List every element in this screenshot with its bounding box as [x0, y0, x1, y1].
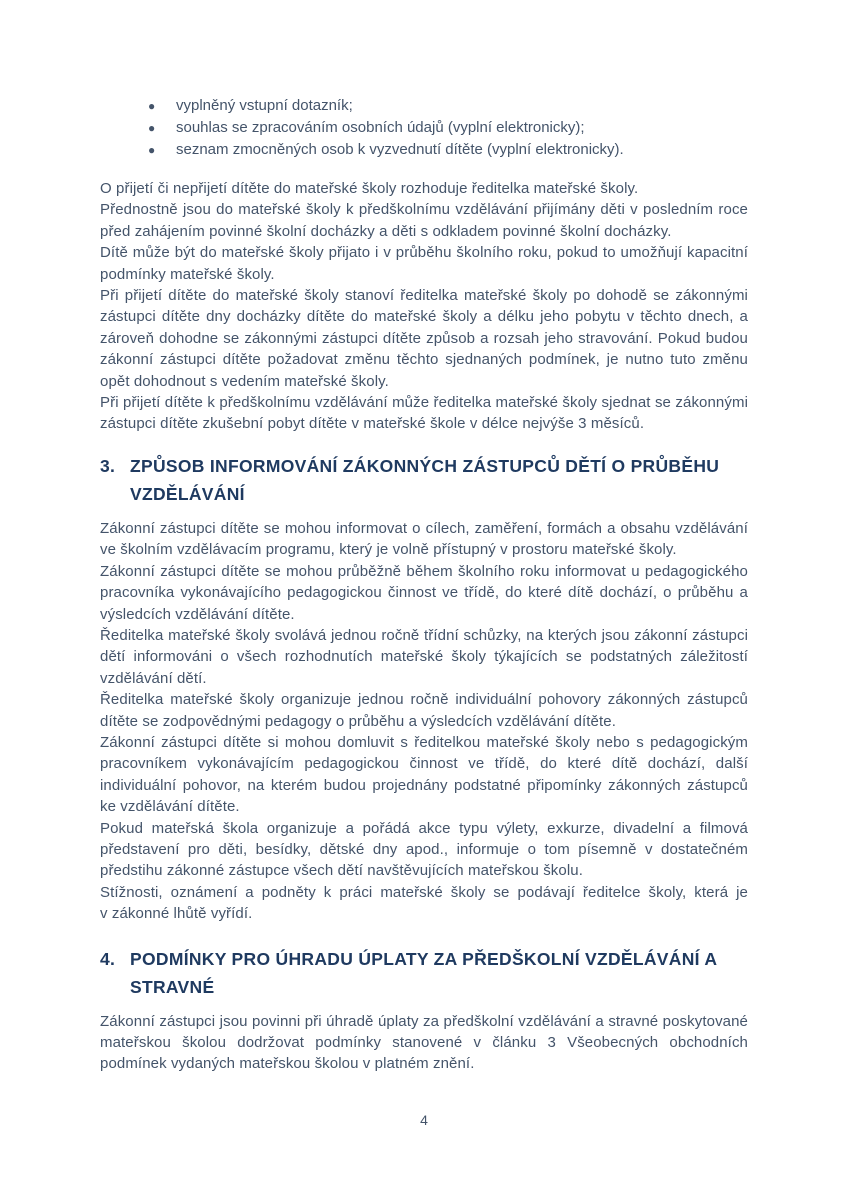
list-item [100, 117, 748, 139]
required-documents-bullet-list [100, 95, 748, 161]
paragraph: Při přijetí dítěte do mateřské školy stanoví ředitelka mateřské školy po dohodě se zákonnými zástupci dítěte dny docházky dítěte do mateřské školy a délku jeho pobytu v těchto dnech, a zároveň dohodne se zákonnými zástupci dítěte způsob a rozsah jeho stravování. Pokud budou zákonní zástupci dítěte požadovat změnu těchto sjednaných podmínek, je nutno tuto změnu opět dohodnout s vedením mateřské školy. [100, 287, 748, 390]
paragraph: Zákonní zástupci dítěte si mohou domluvit s ředitelkou mateřské školy nebo s pedagogickým pracovníkem vykonávajícím pedagogickou činnost ve třídě, do které dítě dochází, další individuální pohovor, na kterém budou projednány podstatné připomínky zákonných zástupců ke vzdělávání dítěte. [100, 733, 748, 816]
paragraph: Zákonní zástupci dítěte se mohou informovat o cílech, zaměření, formách a obsahu vzdělávání ve školním vzdělávacím programu, který je volně přístupný v prostoru mateřské školy. [100, 519, 748, 559]
paragraph: Zákonní zástupci dítěte se mohou průběžně během školního roku informovat u pedagogického pracovníka vykonávajícího pedagogickou činnost ve třídě, do které dítě dochází, o průběhu a výsledcích vzdělávání dítěte. [100, 562, 748, 623]
section-title: PODMÍNKY PRO ÚHRADU ÚPLATY ZA PŘEDŠKOLNÍ VZDĚLÁVÁNÍ A STRAVNÉ [130, 948, 717, 997]
bullet-icon: ● [148, 143, 156, 157]
list-item-text: seznam zmocněných osob k vyzvednutí dítěte (vyplní elektronicky). [176, 141, 624, 158]
bullet-icon: ● [148, 99, 156, 113]
paragraph: O přijetí či nepřijetí dítěte do mateřské školy rozhoduje ředitelka mateřské školy. [100, 180, 639, 197]
list-item-text: vyplněný vstupní dotazník; [176, 97, 353, 114]
page-number: 4 [420, 1112, 428, 1128]
list-item [100, 139, 748, 161]
section-4-heading [100, 945, 748, 1001]
paragraph: Dítě může být do mateřské školy přijato i v průběhu školního roku, pokud to umožňují kapacitní podmínky mateřské školy. [100, 244, 748, 283]
paragraph: Zákonní zástupci jsou povinni při úhradě úplaty za předškolní vzdělávání a stravné poskytované mateřskou školou dodržovat podmínky stanovené v článku 3 Všeobecných obchodních podmínek vydaných mateřskou školou v platném znění. [100, 1012, 748, 1073]
section-number: 3. [100, 455, 116, 476]
paragraph: Přednostně jsou do mateřské školy k předškolnímu vzdělávání přijímány děti v posledním roce před zahájením povinné školní docházky a děti s odkladem povinné školní docházky. [100, 201, 748, 240]
paragraph: Pokud mateřská škola organizuje a pořádá akce typu výlety, exkurze, divadelní a filmová představení pro děti, besídky, dětské dny apod., informuje o tom písemně v dostatečném předstihu zákonné zástupce všech dětí navštěvujících mateřskou školu. [100, 819, 748, 880]
paragraph: Stížnosti, oznámení a podněty k práci mateřské školy se podávají ředitelce školy, která je v zákonné lhůtě vyřídí. [100, 883, 748, 923]
section-3-heading [100, 452, 748, 508]
section-4-paragraphs [100, 1011, 748, 1075]
admission-section-paragraphs [100, 178, 748, 435]
paragraph: Ředitelka mateřské školy organizuje jednou ročně individuální pohovory zákonných zástupců dítěte se zodpovědnými pedagogy o průběhu a výsledcích vzdělávání dítěte. [100, 691, 748, 730]
section-3-paragraphs [100, 518, 748, 925]
list-item [100, 95, 748, 117]
section-title: ZPŮSOB INFORMOVÁNÍ ZÁKONNÝCH ZÁSTUPCŮ DĚTÍ O PRŮBĚHU VZDĚLÁVÁNÍ [130, 455, 720, 504]
paragraph: Ředitelka mateřské školy svolává jednou ročně třídní schůzky, na kterých jsou zákonní zástupci dětí informováni o všech rozhodnutích mateřské školy týkajících se podstatných záležitostí vzdělávání dětí. [100, 626, 748, 687]
paragraph: Při přijetí dítěte k předškolnímu vzdělávání může ředitelka mateřské školy sjednat se zákonnými zástupci dítěte zkušební pobyt dítěte v mateřské škole v délce nejvýše 3 měsíců. [100, 394, 748, 433]
list-item-text: souhlas se zpracováním osobních údajů (vyplní elektronicky); [176, 119, 585, 136]
bullet-icon: ● [148, 121, 156, 135]
section-number: 4. [100, 948, 116, 969]
